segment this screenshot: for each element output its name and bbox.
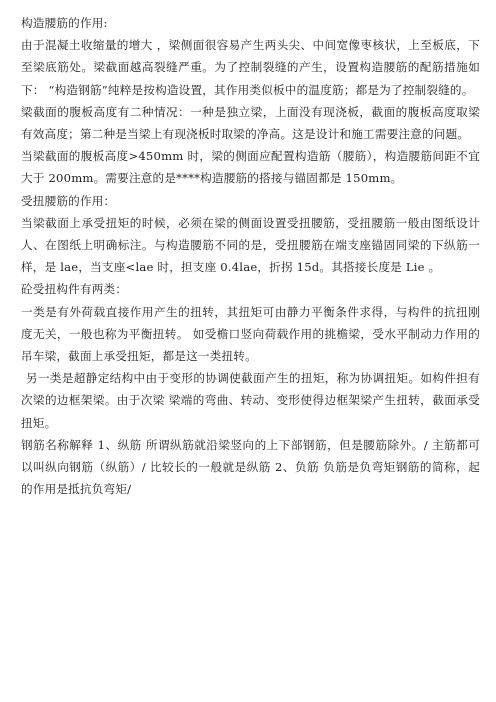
paragraph-compatibility-torsion: 另一类是超静定结构中由于变形的协调使截面产生的扭矩，称为协调扭矩。如构件担有次梁的边框架梁。由于次梁 梁端的弯曲、转动、变形使得边框架梁产生扭转，截面承受扭矩。 bbox=[21, 371, 480, 430]
paragraph-shrinkage-cracks: 由于混凝土收缩量的增大 ，梁侧面很容易产生两头尖、中间宽像枣核状，上至板底，下至梁底筋处。梁截面越高裂缝严重。为了控制裂缝的产生，设置构造腰筋的配筋措施如下： “构造钢筋”纯粹是按构造设置，其作用类似板中的温度筋；都是为了控制裂缝的。 bbox=[21, 38, 480, 97]
heading-construction-waist-bar: 构造腰筋的作用: bbox=[21, 16, 108, 30]
paragraph-torsion-waist-bar: 当梁截面上承受扭矩的时候，必须在梁的侧面设置受扭腰筋，受扭腰筋一般由图纸设计人、在图纸上明确标注。与构造腰筋不同的是，受扭腰筋在端支座锚固同梁的下纵筋一样，是 lae，当支座<lae 时，担支座 0.4lae，折拐 15d。其搭接长度是 Lie 。 bbox=[21, 215, 480, 275]
paragraph-equilibrium-torsion: 一类是有外荷载直接作用产生的扭转，其扭矩可由静力平衡条件求得，与构件的抗扭刚度无关，一般也称为平衡扭转。 如受檐口竖向荷载作用的挑檐梁，受水平制动力作用的吊车梁，截面上承受扭矩，都是这一类扭转。 bbox=[21, 304, 480, 364]
heading-torsion-member-types: 砼受扭构件有两类： bbox=[21, 282, 128, 297]
heading-torsion-waist-bar: 受扭腰筋的作用： bbox=[21, 193, 116, 208]
paragraph-rebar-names: 钢筋名称解释 1、纵筋 所谓纵筋就沿梁竖向的上下部钢筋，但是腰筋除外。/ 主筋都可以叫纵向钢筋（纵筋）/ 比较长的一般就是纵筋 2、负筋 负筋是负弯矩钢筋的简称，起的作用是抵抗负弯矩/ bbox=[21, 437, 480, 497]
paragraph-web-height-450: 当梁截面的腹板高度>450mm 时，梁的侧面应配置构造筋（腰筋），构造腰筋间距不宜大于 200mm。需要注意的是****构造腰筋的搭接与锚固都是 150mm。 bbox=[21, 149, 480, 186]
paragraph-web-height-cases: 梁截面的腹板高度有二种情况：一种是独立梁，上面没有现浇板，截面的腹板高度取梁有效高度；第二种是当梁上有现浇板时取梁的净高。这是设计和施工需要注意的问题。 bbox=[21, 104, 480, 142]
